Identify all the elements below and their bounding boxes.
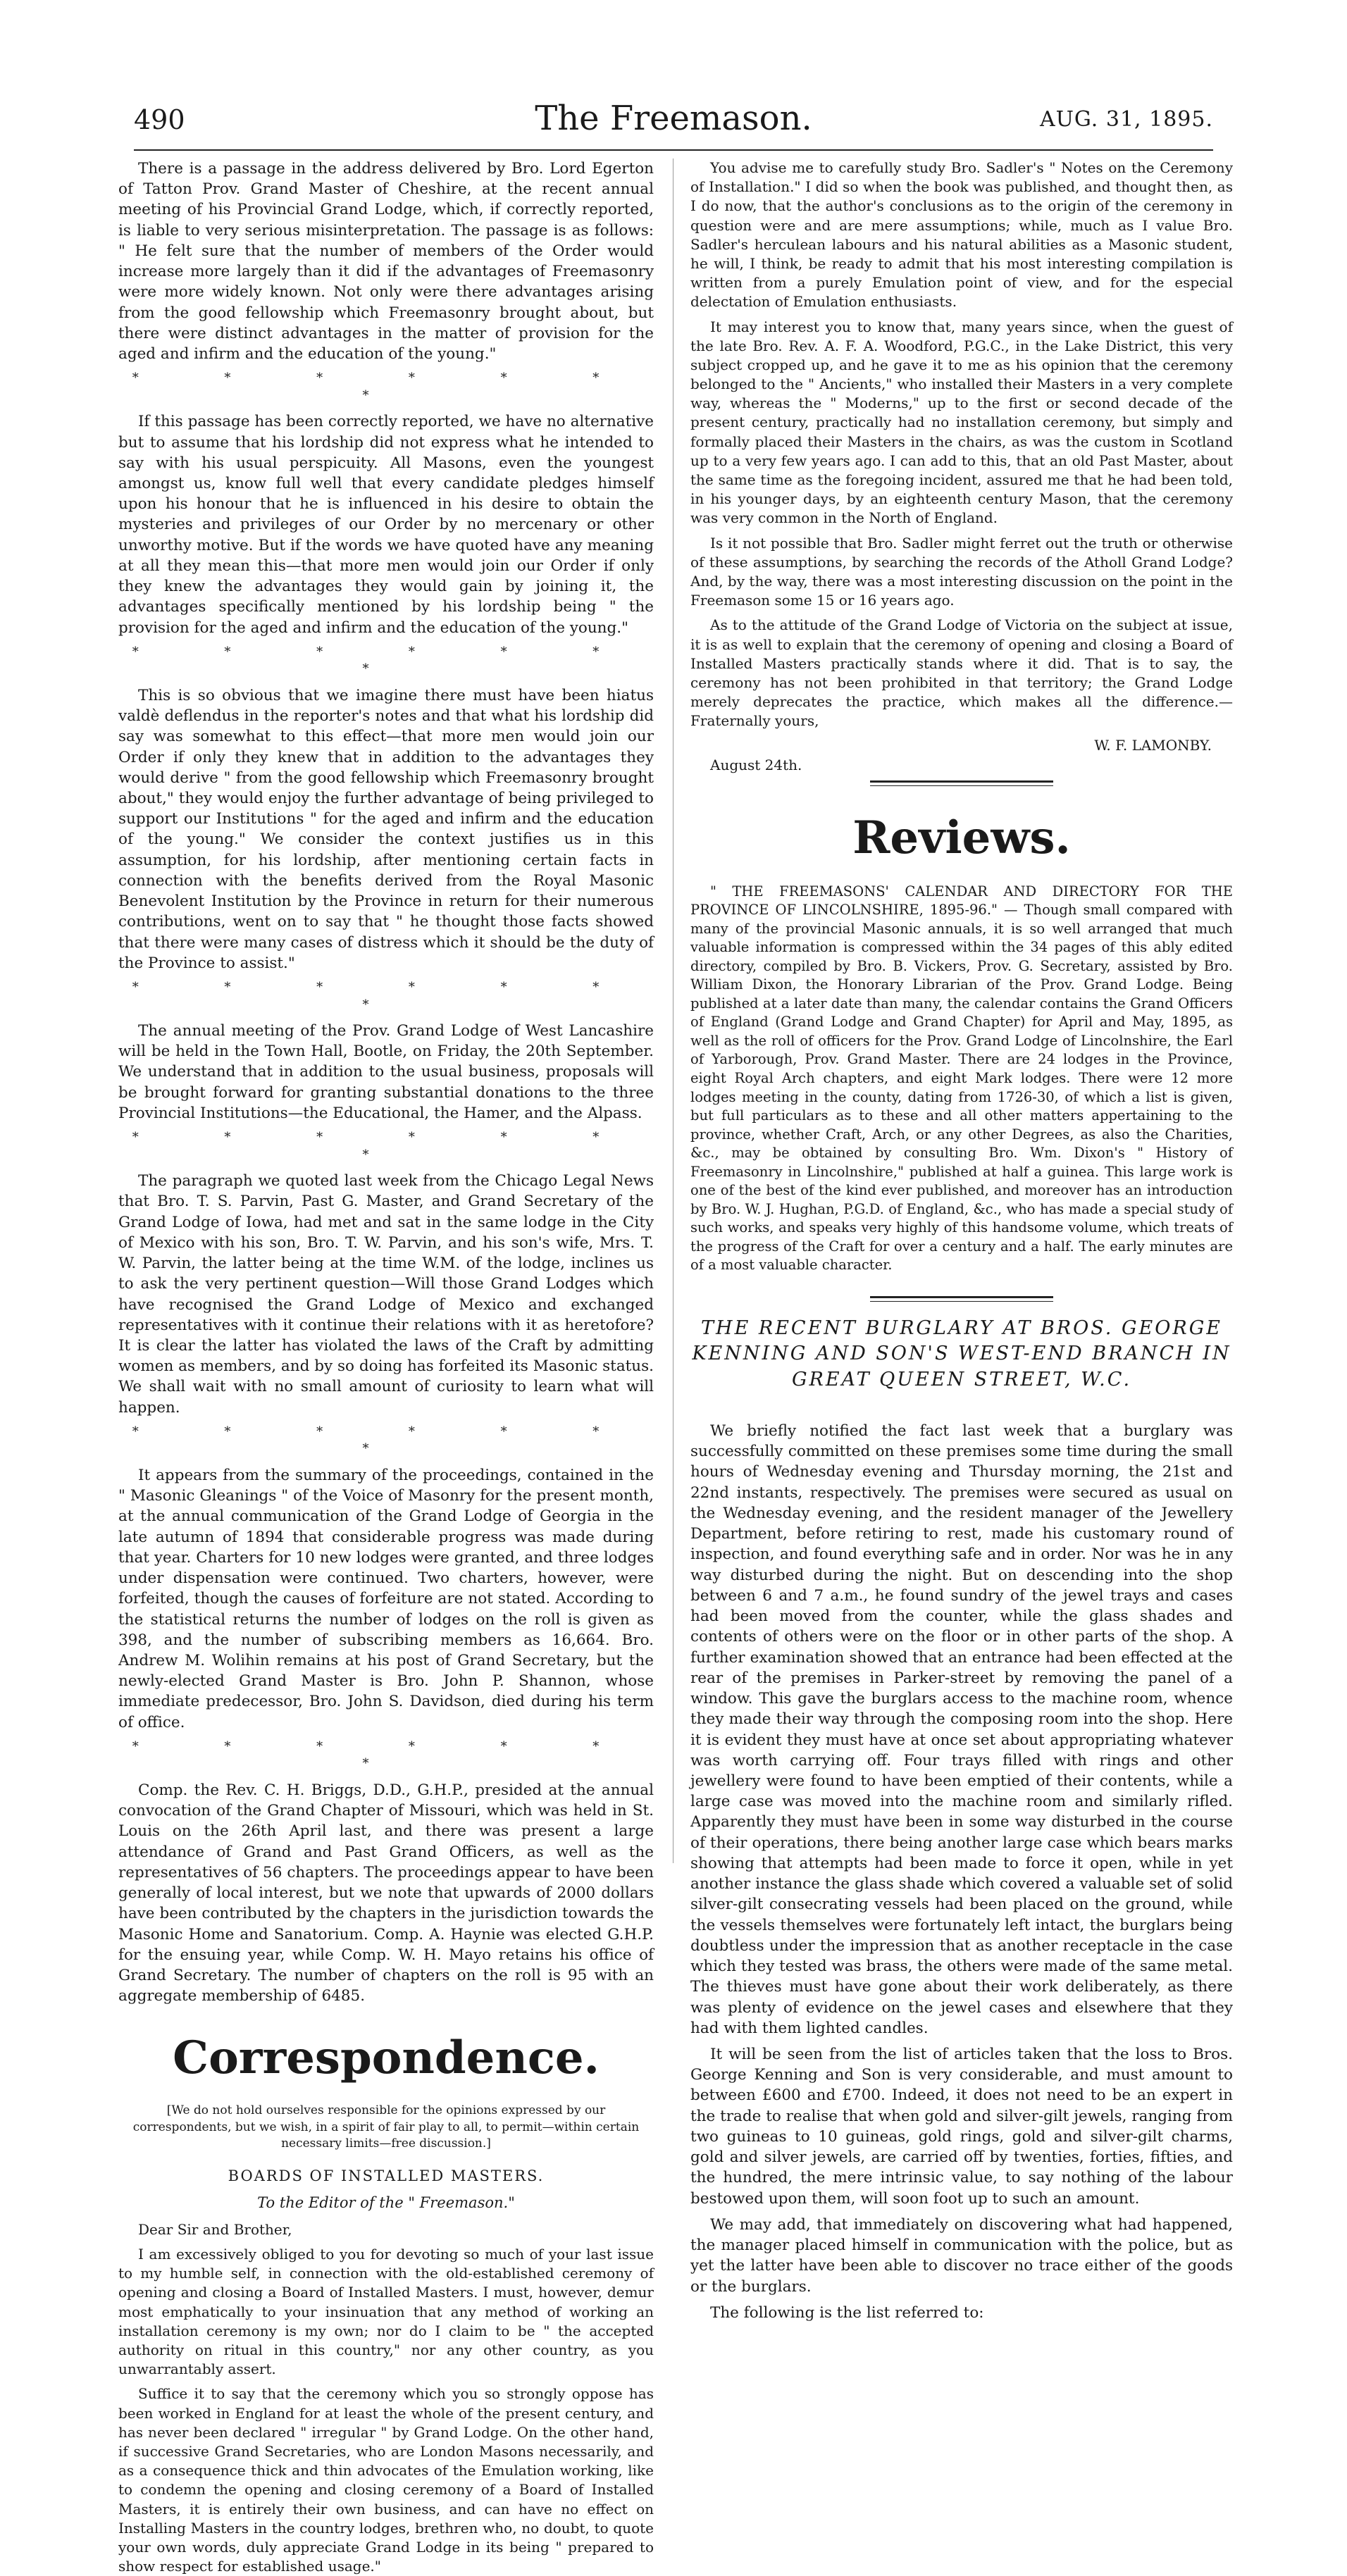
paragraph: This is so obvious that we imagine there must have been hiatus valdè deflendus in the reporter's notes and that what his lordship did say was somewhat to this effect—that more men would join our Order if only they knew that in addition to the advantages they would derive " from the good fellowship which Freemasonry brought about," they would enjoy the further advantage of being privileged to support our Institutions " for the aged and infirm and the education of the young." We consider the context justifies us in this assumption, for his lordship, after mentioning certain facts in connection with the benefits derived from the Royal Masonic Benevolent Institution by the Province in return for their numerous contributions, went on to say that " he thought those facts showed that there were many cases of distress which it should be the duty of the Province to assist." xyxy=(118,686,654,972)
burglary-heading: THE RECENT BURGLARY AT BROS. GEORGE KENNING AND SON'S WEST-END BRANCH IN GREAT QUEEN STREET, W.C. xyxy=(692,1317,1231,1390)
header-rule xyxy=(134,149,1213,151)
section-rule xyxy=(870,1296,1053,1298)
issue-date: AUG. 31, 1895. xyxy=(1039,107,1213,132)
section-rule xyxy=(870,780,1053,783)
paragraph: We may add, that immediately on discovering what had happened, the manager placed himself in communication with the police, but as yet the latter have been able to discover no trace either of the goods or the burglars. xyxy=(690,2215,1233,2296)
paragraph: Suffice it to say that the ceremony which you so strongly oppose has been worked in England for at least the whole of the present century, and has never been declared " irregular " by Grand Lodge. On the other hand, if successive Grand Secretaries, who are London Masons necessarily, and as a consequence thick and thin advocates of the Emulation working, like to condemn the opening and closing ceremony of a Board of Installed Masters, it is entirely their own business, and can have no effect on Installing Masters in the country lodges, brethren who, no doubt, to quote your own words, duly appreciate Grand Lodge in its being " prepared to show respect for established usage." xyxy=(118,2385,654,2575)
paragraph: There is a passage in the address delivered by Bro. Lord Egerton of Tatton Prov. Grand Master of Cheshire, at the recent annual meeting of his Provincial Grand Lodge, which, if correctly reported, is liable to very serious misinterpretation. The passage is as follows: " He felt sure that the number of members of the Order would increase more largely than it did if the advantages of Freemasonry were more widely known. Not only were there advantages arising from the good fellowship which Freemasonry brought about, but there were distinct advantages in the matter of provision for the aged and infirm and the education of the young." xyxy=(118,160,654,363)
separator-stars: * * * * * * * xyxy=(132,1130,640,1162)
section-rule xyxy=(870,1301,1053,1302)
right-column xyxy=(690,158,1233,2322)
paragraph: Comp. the Rev. C. H. Briggs, D.D., G.H.P., presided at the annual convocation of the Grand Chapter of Missouri, which was held in St. Louis on the 26th April last, and there was present a large attendance of Grand and Past Grand Officers, as well as the representatives of 56 chapters. The proceedings appear to have been generally of local interest, but we note that upwards of 2000 dollars have been contributed by the chapters in the jurisdiction towards the Masonic Home and Sanatorium. Comp. A. Haynie was elected G.H.P. for the ensuing year, while Comp. W. H. Mayo retains his office of Grand Secretary. The number of chapters on the roll is 95 with an aggregate membership of 6485. xyxy=(118,1781,654,2005)
review-paragraph: " THE FREEMASONS' CALENDAR AND DIRECTORY FOR THE PROVINCE OF LINCOLNSHIRE, 1895-96." — Though small compared with many of the provincial Masonic annuals, it is so well arranged that much valuable information is compressed within the 34 pages of this ably edited directory, compiled by Bro. B. Vickers, Prov. G. Secretary, assisted by Bro. William Dixon, the Honorary Librarian of the Prov. Grand Lodge. Being published at a later date than many, the calendar contains the Grand Officers of England (Grand Lodge and Grand Chapter) for April and May, 1895, as well as the roll of officers for the Prov. Grand Lodge of Lincolnshire, the Earl of Yarborough, Prov. Grand Master. There are 24 lodges in the Province, eight Royal Arch chapters, and eight Mark lodges. There were 12 more lodges meeting in the county, dating from 1726-30, of which a list is given, but full particulars as to these and all other matters appertaining to the province, whether Craft, Arch, or any other Degrees, as also the Charities, &c., may be obtained by consulting Bro. Wm. Dixon's " History of Freemasonry in Lincolnshire," published at half a guinea. This large work is one of the best of the kind ever published, and moreover has an introduction by Bro. W. J. Hughan, P.G.D. of England, &c., who has made a special study of such works, and speaks very highly of this handsome volume, which treats of the progress of the Craft for over a century and a half. The early minutes are of a most valuable character. xyxy=(690,883,1233,1274)
column-rule xyxy=(673,158,674,1863)
paragraph: I am excessively obliged to you for devoting so much of your last issue to my humble self, in connection with the old-established ceremony of opening and closing a Board of Installed Masters. I must, however, demur most emphatically to your insinuation that any method of working an installation ceremony is my own; nor do I claim to be " the accepted authority on ritual in this country," nor any other country, as you unwarrantably assert. xyxy=(118,2246,654,2378)
paragraph: Is it not possible that Bro. Sadler might ferret out the truth or otherwise of these assumptions, by searching the records of the Atholl Grand Lodge? And, by the way, there was a most interesting discussion on the point in the Freemason some 15 or 16 years ago. xyxy=(690,534,1233,609)
paragraph: The paragraph we quoted last week from the Chicago Legal News that Bro. T. S. Parvin, Past G. Master, and Grand Secretary of the Grand Lodge of Iowa, had met and sat in the same lodge in the City of Mexico with his son, Bro. T. W. Parvin, and his son's wife, Mrs. T. W. Parvin, the latter being at the time W.M. of the lodge, inclines us to ask the very pertinent question—Will those Grand Lodges which have recognised the Grand Lodge of Mexico and exchanged representatives with it continue their relations with it as heretofore? It is clear the latter has violated the laws of the Craft by admitting women as members, and by so doing has forfeited its Masonic status. We shall wait with no small amount of curiosity to learn what will happen. xyxy=(118,1172,654,1417)
separator-stars: * * * * * * * xyxy=(132,371,640,403)
section-rule xyxy=(870,785,1053,786)
paragraph: It will be seen from the list of articles taken that the loss to Bros. George Kenning and Son is very considerable, and must amount to between £600 and £700. Indeed, it does not need to be an expert in the trade to realise that when gold and silver-gilt jewels, ranging from two guineas to 10 guineas, gold rings, gold and silver-gilt charms, gold and silver jewels, are carried off by twenties, forties, fifties, and the hundred, the mere intrinsic value, to say nothing of the labour bestowed upon them, will soon foot up to such an amount. xyxy=(690,2046,1233,2208)
separator-stars: * * * * * * * xyxy=(132,1424,640,1457)
paragraph: As to the attitude of the Grand Lodge of Victoria on the subject at issue, it is as well to explain that the ceremony of opening and closing a Board of Installed Masters practically stands where it did. That is to say, the ceremony has not been prohibited in that territory; the Grand Lodge merely deprecates the practice, which makes all the difference.—Fraternally yours, xyxy=(690,616,1233,730)
paragraph: The annual meeting of the Prov. Grand Lodge of West Lancashire will be held in the Town Hall, Bootle, on Friday, the 20th September. We understand that in addition to the usual business, proposals will be brought forward for granting substantial donations to the three Provincial Institutions—the Educational, the Hamer, and the Alpass. xyxy=(118,1022,654,1122)
letter-addressee: To the Editor of the " Freemason." xyxy=(257,2194,515,2212)
separator-stars: * * * * * * * xyxy=(132,644,640,677)
separator-stars: * * * * * * * xyxy=(132,980,640,1012)
letter-heading: BOARDS OF INSTALLED MASTERS. xyxy=(228,2167,545,2184)
page-header xyxy=(134,99,1213,148)
signature: W. F. LAMONBY. xyxy=(1094,737,1212,754)
paragraph: It may interest you to know that, many years since, when the guest of the late Bro. Rev. A. F. A. Woodford, P.G.C., in the Lake District, this very subject cropped up, and he gave it to me as his opinion that the ceremony belonged to the " Ancients," who installed their Masters in a very complete way, whereas the " Moderns," up to the first or second decade of the present century, practically had no installation ceremony, but simply and formally placed their Masters in the chairs, as was the custom in Scotland up to a very few years ago. I can add to this, that an old Past Master, about the same time as the foregoing incident, assured me that he had been told, in his younger days, by an eighteenth century Mason, that the ceremony was very common in the North of England. xyxy=(690,318,1233,527)
correspondence-heading: Correspondence. xyxy=(173,2031,600,2085)
separator-stars: * * * * * * * xyxy=(132,1738,640,1772)
paragraph: If this passage has been correctly reported, we have no alternative but to assume that his lordship did not express what he intended to say with his usual perspicuity. All Masons, even the youngest amongst us, know full well that every candidate pledges himself upon his honour that he is influenced in his desire to obtain the mysteries and privileges of our Order by no mercenary or other unworthy motive. But if the words we have quoted have any meaning at all they mean this—that more men would join our Order if only they knew the advantages they would gain by joining it, the advantages specifically mentioned by his lordship being " the provision for the aged and infirm and the education of the young." xyxy=(118,413,654,637)
masthead: The Freemason. xyxy=(535,99,812,138)
paragraph: You advise me to carefully study Bro. Sadler's " Notes on the Ceremony of Installation." I did so when the book was published, and thought then, as I do now, that the author's conclusions as to the origin of the ceremony in question were and are mere assumptions; while, much as I value Bro. Sadler's herculean labours and his natural abilities as a Masonic student, he will, I think, be ready to admit that his most interesting compilation is written from a purely Emulation point of view, and for the especial delectation of Emulation enthusiasts. xyxy=(690,159,1233,311)
page-number: 490 xyxy=(134,104,185,135)
reviews-heading: Reviews. xyxy=(852,811,1071,864)
paragraph: It appears from the summary of the proceedings, contained in the " Masonic Gleanings " of the Voice of Masonry for the present month, at the annual communication of the Grand Lodge of Georgia in the late autumn of 1894 that considerable progress was made during that year. Charters for 10 new lodges were granted, and three lodges under dispensation were continued. Two charters, however, were forfeited, though the causes of forfeiture are not stated. According to the statistical returns the number of lodges on the roll is given as 398, and the number of subscribing members as 16,664. Bro. Andrew M. Wolihin remains at his post of Grand Secretary, but the newly-elected Grand Master is Bro. John P. Shannon, whose immediate predecessor, Bro. John S. Davidson, died during his term of office. xyxy=(118,1466,654,1731)
editorial-note: [We do not hold ourselves responsible for the opinions expressed by our correspondents, but we wish, in a spirit of fair play to all, to permit—within certain necessary limits—free discussion.] xyxy=(132,2103,640,2151)
paragraph: The following is the list referred to: xyxy=(710,2303,984,2322)
left-column xyxy=(118,158,654,2575)
salutation: Dear Sir and Brother, xyxy=(138,2220,292,2238)
paragraph: We briefly notified the fact last week that a burglary was successfully committed on these premises some time during the small hours of Wednesday evening and Thursday morning, the 21st and 22nd instants, respectively. The premises were secured as usual on the Wednesday evening, and the resident manager of the Jewellery Department, before retiring to rest, made his customary round of inspection, and found everything safe and in order. Nor was he in any way disturbed during the night. But on descending into the shop between 6 and 7 a.m., he found sundry of the jewel trays and cases had been moved from the counter, while the glass shades and contents of others were on the floor or in other parts of the shop. A further examination showed that an entrance had been effected at the rear of the premises in Parker-street by removing the panel of a window. This gave the burglars access to the machine room, whence they made their way through the composing room into the shop. Here it is evident they must have at once set about appropriating whatever was worth carrying off. Four trays filled with rings and other jewellery were found to have been emptied of their contents, while a large case was moved into the machine room and similarly rifled. Apparently they must have been in some way disturbed in the course of their operations, there being another large case which bears marks showing that attempts had been made to force it open, while in yet another instance the glass shade which covered a valuable set of solid silver-gilt consecrating vessels had been placed on the ground, while the vessels themselves were fortunately left intact, the burglars being doubtless under the impression that as another receptacle in the case which they tested was brass, the others were made of the same metal. The thieves must have gone about their work deliberately, as there was plenty of evidence on the jewel cases and elsewhere that they had with them lighted candles. xyxy=(690,1421,1233,2037)
letter-date: August 24th. xyxy=(710,756,802,773)
